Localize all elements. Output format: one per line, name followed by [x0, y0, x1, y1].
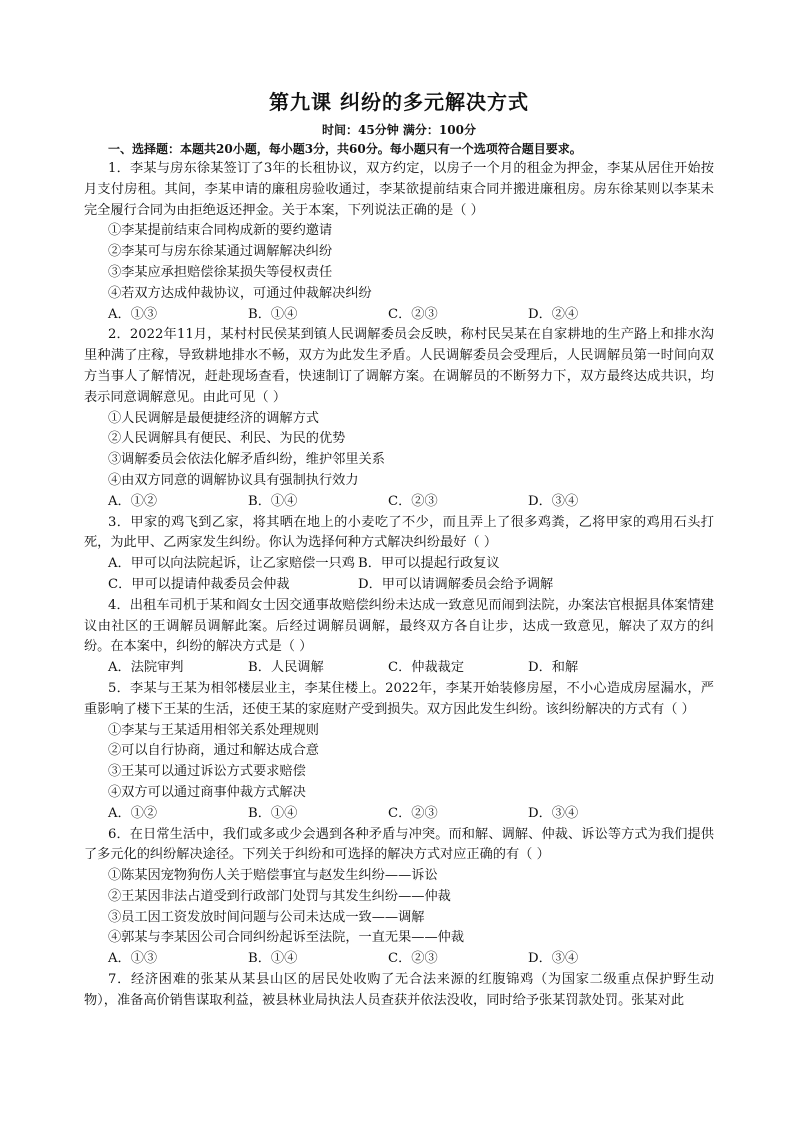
choice-c: C．甲可以提请仲裁委员会仲裁 — [108, 576, 290, 592]
question-stem: 7．经济困难的张某从某县山区的居民处收购了无合法来源的红腹锦鸡（为国家二级重点保护野生动物），准备高价销售谋取利益，被县林业局执法人员查获并依法没收，同时给予张某罚款处罚。张某对此 — [84, 972, 714, 1008]
statement-option: ①陈某因宠物狗伤人关于赔偿事宜与赵发生纠纷——诉讼 — [108, 868, 438, 884]
statement-option: ③调解委员会依法化解矛盾纠纷，维护邻里关系 — [108, 452, 385, 468]
page-title: 第九课 纠纷的多元解决方式 — [269, 90, 529, 114]
choice-c: C．②③ — [388, 951, 438, 967]
choice-c: C．②③ — [388, 805, 438, 821]
exam-meta: 时间：45分钟 满分：100分 — [322, 123, 476, 137]
answer-choices — [84, 492, 714, 513]
statement-option: ③李某应承担赔偿徐某损失等侵权责任 — [108, 264, 333, 280]
choice-a: A．法院审判 — [108, 660, 184, 676]
statement-option: ③王某可以通过诉讼方式要求赔偿 — [108, 764, 306, 780]
question-1 — [84, 159, 714, 325]
choice-a: A．①② — [108, 805, 158, 821]
statement-option: ③员工因工资发放时间问题与公司未达成一致——调解 — [108, 909, 425, 925]
statement-option: ②李某可与房东徐某通过调解解决纠纷 — [108, 244, 333, 260]
answer-choices — [84, 804, 714, 825]
answer-choices — [84, 305, 714, 326]
answer-choices — [84, 658, 714, 679]
choice-d: D．和解 — [528, 660, 579, 676]
question-stem: 2．2022年11月，某村村民侯某到镇人民调解委员会反映，称村民吴某在自家耕地的生产路上和排水沟里种满了庄稼，导致耕地排水不畅，双方为此发生矛盾。人民调解委员会受理后，人民调解员第一时间向双方当事人了解情况，赶赴现场查看，快速制订了调解方案。在调解员的不断努力下，双方最终达成共识，均表示同意调解意见。由此可见（ ） — [84, 327, 714, 405]
statement-option: ①李某提前结束合同构成新的要约邀请 — [108, 223, 333, 239]
statement-option: ④双方可以通过商事仲裁方式解决 — [108, 784, 306, 800]
section-heading: 一、选择题：本题共20小题，每小题3分，共60分。每小题只有一个选项符合题目要求。 — [108, 142, 582, 156]
choice-b: B．①④ — [248, 306, 298, 322]
question-stem: 1．李某与房东徐某签订了3年的长租协议，双方约定，以房子一个月的租金为押金，李某从居住开始按月支付房租。其间，李某申请的廉租房验收通过，李某欲提前结束合同并搬进廉租房。房东徐某则以李某未完全履行合同为由拒绝返还押金。关于本案，下列说法正确的是（ ） — [84, 161, 714, 218]
choice-b: B．人民调解 — [248, 660, 324, 676]
choice-c: C．②③ — [388, 306, 438, 322]
choice-d: D．③④ — [528, 805, 579, 821]
choice-a: A．甲可以向法院起诉，让乙家赔偿一只鸡 — [108, 556, 355, 572]
document-page — [84, 78, 714, 1012]
choice-c: C．②③ — [388, 493, 438, 509]
statement-option: ②人民调解具有便民、利民、为民的优势 — [108, 431, 346, 447]
statement-option: ④郭某与李某因公司合同纠纷起诉至法院，一直无果——仲裁 — [108, 930, 465, 946]
question-stem: 5．李某与王某为相邻楼层业主，李某住楼上。2022年，李某开始装修房屋，不小心造成房屋漏水，严重影响了楼下王某的生活，还使王某的家庭财产受到损失。双方因此发生纠纷。该纠纷解决的方式有（ ） — [84, 680, 714, 717]
statement-option: ②王某因非法占道受到行政部门处罚与其发生纠纷——仲裁 — [108, 888, 451, 904]
choice-a: A．①② — [108, 493, 158, 509]
choice-a: A．①③ — [108, 951, 158, 967]
choice-b: B．①④ — [248, 951, 298, 967]
statement-option: ①人民调解是最便捷经济的调解方式 — [108, 410, 319, 426]
statement-option: ④若双方达成仲裁协议，可通过仲裁解决纠纷 — [108, 285, 372, 301]
choice-a: A．①③ — [108, 306, 158, 322]
answer-choices — [84, 949, 714, 970]
question-3 — [84, 513, 714, 596]
question-2 — [84, 325, 714, 512]
statement-option: ④由双方同意的调解协议具有强制执行效力 — [108, 472, 359, 488]
answer-choices — [84, 554, 714, 575]
statement-option: ②可以自行协商，通过和解达成合意 — [108, 743, 319, 759]
answer-choices — [84, 575, 714, 596]
choice-d: D．③④ — [528, 493, 579, 509]
choice-d: D．甲可以请调解委员会给予调解 — [358, 576, 554, 592]
choice-b: B．甲可以提起行政复议 — [358, 556, 500, 572]
choice-d: D．②④ — [528, 306, 579, 322]
statement-option: ①李某与王某适用相邻关系处理规则 — [108, 722, 319, 738]
question-5 — [84, 679, 714, 825]
question-6 — [84, 825, 714, 971]
choice-b: B．①④ — [248, 805, 298, 821]
choice-b: B．①④ — [248, 493, 298, 509]
choice-c: C．仲裁裁定 — [388, 660, 465, 676]
question-stem: 3．甲家的鸡飞到乙家，将其晒在地上的小麦吃了不少，而且弄上了很多鸡粪，乙将甲家的鸡用石头打死，为此甲、乙两家发生纠纷。你认为选择何种方式解决纠纷最好（ ） — [84, 514, 714, 551]
question-stem: 4．出租车司机于某和阎女士因交通事故赔偿纠纷未达成一致意见而闹到法院，办案法官根据具体案情建议由社区的王调解员调解此案。后经过调解员调解，最终双方各自让步，达成一致意见，解决了双方的纠纷。在本案中，纠纷的解决方式是（ ） — [84, 597, 714, 655]
question-7 — [84, 970, 714, 1012]
question-stem: 6．在日常生活中，我们或多或少会遇到各种矛盾与冲突。而和解、调解、仲裁、诉讼等方式为我们提供了多元化的纠纷解决途径。下列关于纠纷和可选择的解决方式对应正确的有（ ） — [84, 826, 714, 863]
question-4 — [84, 596, 714, 679]
choice-d: D．③④ — [528, 951, 579, 967]
